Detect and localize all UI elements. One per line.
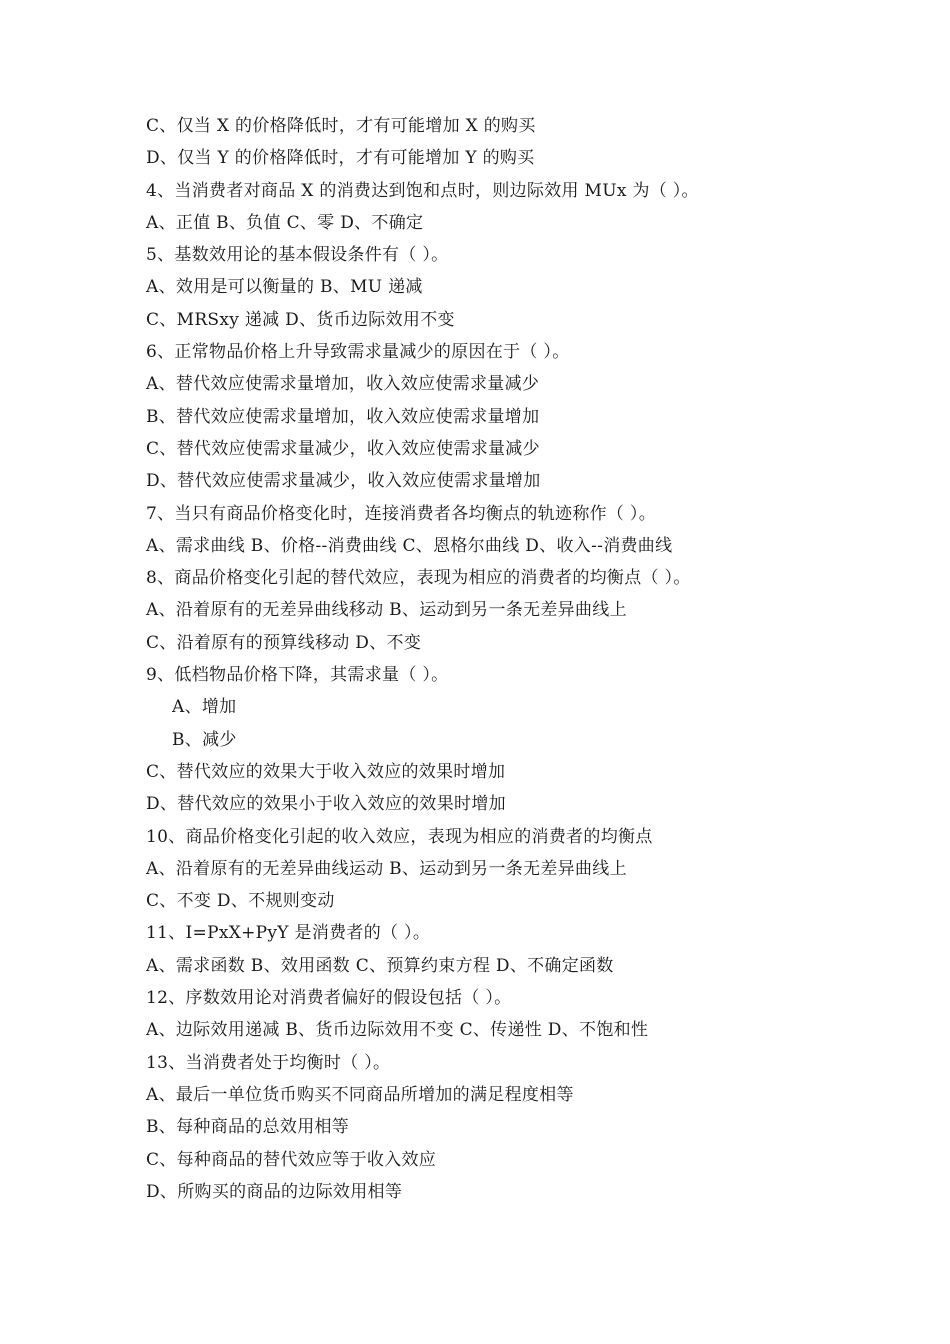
option-line: D、所购买的商品的边际效用相等 <box>146 1181 403 1202</box>
question-line: 8、商品价格变化引起的替代效应，表现为相应的消费者的均衡点（ ）。 <box>146 568 691 589</box>
option-line: A、沿着原有的无差异曲线运动 B、运动到另一条无差异曲线上 <box>146 858 627 879</box>
option-line: A、沿着原有的无差异曲线移动 B、运动到另一条无差异曲线上 <box>146 600 627 621</box>
question-line: 9、低档物品价格下降，其需求量（ ）。 <box>146 665 449 686</box>
option-line: C、仅当 X 的价格降低时，才有可能增加 X 的购买 <box>146 116 536 136</box>
question-line: 10、商品价格变化引起的收入效应，表现为相应的消费者的均衡点 <box>146 826 653 847</box>
option-line: A、正值 B、负值 C、零 D、不确定 <box>146 212 424 233</box>
option-line: D、仅当 Y 的价格降低时，才有可能增加 Y 的购买 <box>146 148 535 169</box>
option-line: A、增加 <box>172 697 237 718</box>
option-line: A、最后一单位货币购买不同商品所增加的满足程度相等 <box>146 1084 574 1105</box>
question-line: 7、当只有商品价格变化时，连接消费者各均衡点的轨迹称作（ ）。 <box>146 503 657 524</box>
option-line: C、MRSxy 递减 D、货币边际效用不变 <box>146 309 455 330</box>
question-line: 12、序数效用论对消费者偏好的假设包括（ ）。 <box>146 988 512 1009</box>
question-line: 5、基数效用论的基本假设条件有（ ）。 <box>146 245 449 266</box>
option-line: D、替代效应的效果小于收入效应的效果时增加 <box>146 794 506 815</box>
option-line: A、需求曲线 B、价格--消费曲线 C、恩格尔曲线 D、收入--消费曲线 <box>146 535 673 556</box>
option-line: C、每种商品的替代效应等于收入效应 <box>146 1149 437 1170</box>
option-line: A、替代效应使需求量增加，收入效应使需求量减少 <box>146 374 540 395</box>
option-line: B、每种商品的总效用相等 <box>146 1117 350 1138</box>
option-line: A、效用是可以衡量的 B、MU 递减 <box>146 277 423 298</box>
question-line: 6、正常物品价格上升导致需求量减少的原因在于（ ）。 <box>146 342 570 363</box>
option-line: B、替代效应使需求量增加，收入效应使需求量增加 <box>146 406 540 427</box>
question-line: 13、当消费者处于均衡时（ ）。 <box>146 1052 391 1073</box>
question-line: 4、当消费者对商品 X 的消费达到饱和点时，则边际效用 MUx 为（ ）。 <box>146 180 699 201</box>
option-line: A、需求函数 B、效用函数 C、预算约束方程 D、不确定函数 <box>146 955 614 976</box>
option-line: A、边际效用递减 B、货币边际效用不变 C、传递性 D、不饱和性 <box>146 1020 649 1041</box>
option-line: C、沿着原有的预算线移动 D、不变 <box>146 632 422 653</box>
question-line: 11、I=PxX+PyY 是消费者的（ ）。 <box>146 923 431 944</box>
option-line: C、替代效应的效果大于收入效应的效果时增加 <box>146 761 506 782</box>
option-line: B、减少 <box>172 729 237 750</box>
question-list <box>146 110 926 1208</box>
option-line: D、替代效应使需求量减少，收入效应使需求量增加 <box>146 471 541 492</box>
option-line: C、替代效应使需求量减少，收入效应使需求量减少 <box>146 438 540 459</box>
option-line: C、不变 D、不规则变动 <box>146 891 335 912</box>
